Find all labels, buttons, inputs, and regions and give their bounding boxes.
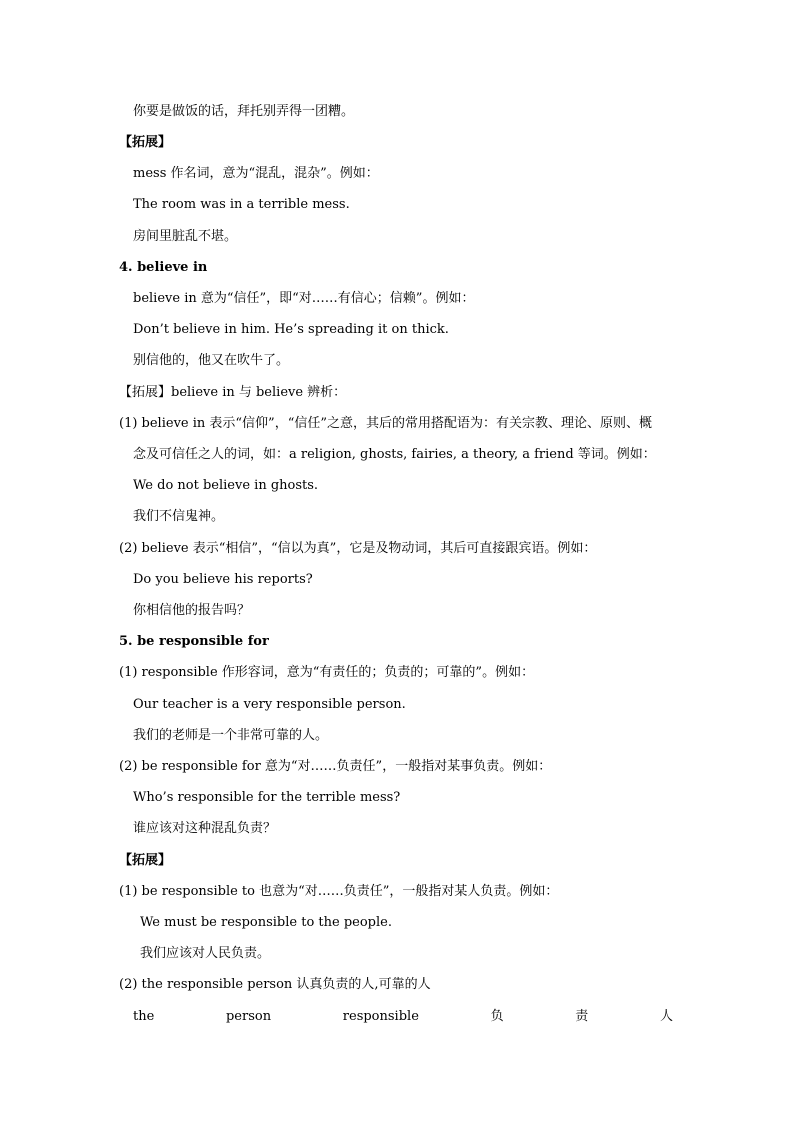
word: 责 — [575, 1009, 589, 1024]
explanation-text-continued: 念及可信任之人的词，如：a religion, ghosts, fairies, a theory, a friend 等词。例如： — [133, 447, 656, 462]
word: person — [225, 1009, 272, 1024]
word: 负 — [490, 1009, 504, 1024]
word: 人 — [659, 1009, 673, 1024]
example-sentence: The room was in a terrible mess. — [133, 197, 350, 212]
example-translation: 我们不信鬼神。 — [133, 509, 225, 524]
justified-last-line — [133, 1008, 673, 1026]
example-sentence: Our teacher is a very responsible person. — [133, 697, 406, 712]
section-heading-be-responsible-for: 5. be responsible for — [119, 634, 269, 649]
example-sentence: Who’s responsible for the terrible mess? — [133, 790, 401, 805]
extension-heading: 【拓展】 — [119, 853, 172, 868]
explanation-text: (1) responsible 作形容词，意为“有责任的；负责的；可靠的”。例如： — [119, 665, 535, 680]
word: the — [133, 1009, 155, 1024]
example-sentence: We must be responsible to the people. — [140, 915, 392, 930]
explanation-text: (1) be responsible to 也意为“对……负责任”，一般指对某人负责。例如： — [119, 884, 559, 899]
word: responsible — [342, 1009, 419, 1024]
example-translation: 你相信他的报告吗？ — [133, 603, 251, 618]
section-heading-believe-in: 4. believe in — [119, 260, 208, 275]
example-sentence: Do you believe his reports? — [133, 572, 313, 587]
example-sentence: We do not believe in ghosts. — [133, 478, 319, 493]
example-translation: 房间里脏乱不堪。 — [133, 229, 238, 244]
example-translation: 你要是做饭的话，拜托别弄得一团糟。 — [133, 104, 355, 119]
example-translation: 我们应该对人民负责。 — [140, 946, 271, 961]
explanation-text: mess 作名词，意为“混乱，混杂”。例如： — [133, 166, 379, 181]
example-translation: 别信他的，他又在吹牛了。 — [133, 353, 290, 368]
explanation-text: believe in 意为“信任”，即“对……有信心；信赖”。例如： — [133, 291, 475, 306]
extension-heading: 【拓展】believe in 与 believe 辨析： — [119, 385, 347, 400]
explanation-text: (2) believe 表示“相信”，“信以为真”，它是及物动词，其后可直接跟宾语。例如： — [119, 541, 597, 556]
extension-heading: 【拓展】 — [119, 135, 172, 150]
example-translation: 谁应该对这种混乱负责？ — [133, 821, 277, 836]
example-sentence: Don’t believe in him. He’s spreading it on thick. — [133, 322, 449, 337]
explanation-text: (2) the responsible person 认真负责的人,可靠的人 — [119, 977, 431, 992]
explanation-text: (1) believe in 表示“信仰”，“信任”之意，其后的常用搭配语为：有关宗教、理论、原则、概 — [119, 416, 652, 431]
explanation-text: (2) be responsible for 意为“对……负责任”，一般指对某事负责。例如： — [119, 759, 552, 774]
example-translation: 我们的老师是一个非常可靠的人。 — [133, 728, 329, 743]
